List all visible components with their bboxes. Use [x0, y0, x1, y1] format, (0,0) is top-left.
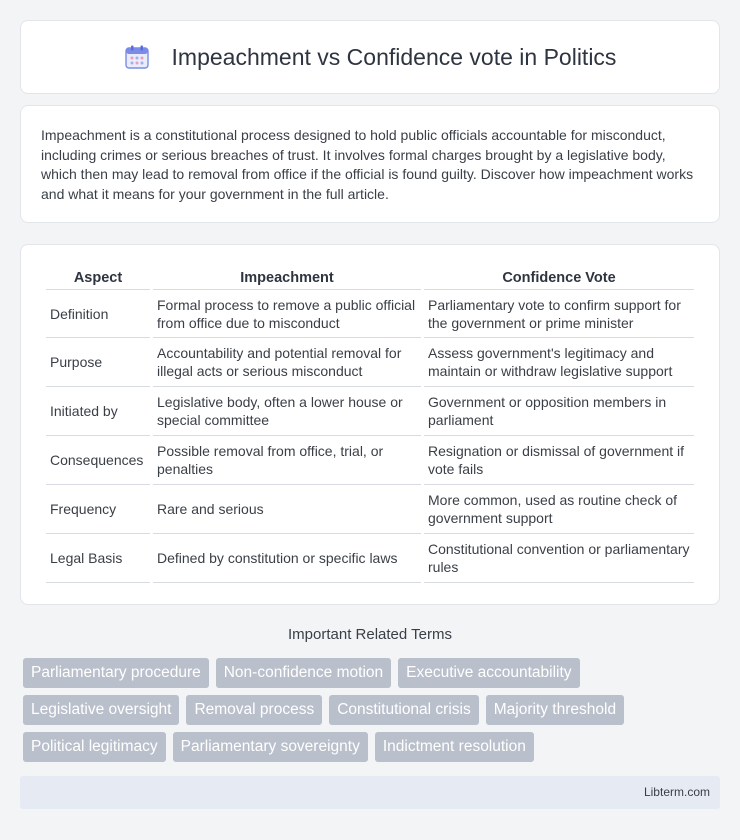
column-header-confidence-vote: Confidence Vote	[502, 269, 616, 286]
row-confidence-vote: Constitutional convention or parliamentary rules	[424, 534, 694, 583]
row-aspect: Definition	[46, 289, 150, 338]
row-impeachment: Accountability and potential removal for illegal acts or serious misconduct	[153, 338, 421, 387]
footer	[20, 776, 720, 809]
row-impeachment: Possible removal from office, trial, or penalties	[153, 436, 421, 485]
row-confidence-vote: Resignation or dismissal of government if vote fails	[424, 436, 694, 485]
header-card	[20, 20, 720, 94]
tag-parliamentary-procedure[interactable]: Parliamentary procedure	[23, 658, 209, 688]
row-aspect: Initiated by	[46, 387, 150, 436]
tag-indictment-resolution[interactable]: Indictment resolution	[375, 732, 534, 762]
calendar-icon	[124, 44, 150, 70]
row-impeachment: Formal process to remove a public official from office due to misconduct	[153, 289, 421, 338]
row-aspect: Legal Basis	[46, 534, 150, 583]
tag-non-confidence-motion[interactable]: Non-confidence motion	[216, 658, 391, 688]
tag-executive-accountability[interactable]: Executive accountability	[398, 658, 579, 688]
tag-majority-threshold[interactable]: Majority threshold	[486, 695, 624, 725]
table-row	[46, 338, 694, 387]
comparison-card	[20, 244, 720, 605]
page-title: Impeachment vs Confidence vote in Politics	[171, 43, 617, 70]
related-terms-tags	[23, 658, 723, 769]
tag-row	[23, 695, 723, 725]
row-confidence-vote: More common, used as routine check of government support	[424, 485, 694, 534]
table-row	[46, 289, 694, 338]
row-confidence-vote: Assess government's legitimacy and maintain or withdraw legislative support	[424, 338, 694, 387]
tag-constitutional-crisis[interactable]: Constitutional crisis	[329, 695, 479, 725]
row-aspect: Purpose	[46, 338, 150, 387]
table-header-row	[46, 265, 694, 289]
row-impeachment: Rare and serious	[153, 485, 421, 534]
column-header-impeachment: Impeachment	[240, 269, 334, 286]
intro-card	[20, 105, 720, 223]
table-row	[46, 485, 694, 534]
tag-removal-process[interactable]: Removal process	[186, 695, 322, 725]
row-confidence-vote: Parliamentary vote to confirm support for the government or prime minister	[424, 289, 694, 338]
row-aspect: Consequences	[46, 436, 150, 485]
row-impeachment: Legislative body, often a lower house or special committee	[153, 387, 421, 436]
row-confidence-vote: Government or opposition members in parliament	[424, 387, 694, 436]
footer-site-link[interactable]: Libterm.com	[643, 785, 710, 799]
tag-row	[23, 658, 723, 688]
intro-text: Impeachment is a constitutional process designed to hold public officials accountable for misconduct, including crimes or serious breaches of trust. It involves formal charges brought by a legislative body, which then may lead to removal from office if the official is found guilty. Discover how impeachment works and what it means for your government in the full article.	[41, 127, 694, 202]
related-terms-title: Important Related Terms	[288, 626, 452, 643]
tag-parliamentary-sovereignty[interactable]: Parliamentary sovereignty	[173, 732, 368, 762]
tag-legislative-oversight[interactable]: Legislative oversight	[23, 695, 179, 725]
table-row	[46, 436, 694, 485]
column-header-aspect: Aspect	[73, 269, 123, 286]
tag-political-legitimacy[interactable]: Political legitimacy	[23, 732, 166, 762]
tag-row	[23, 732, 723, 762]
row-aspect: Frequency	[46, 485, 150, 534]
comparison-table	[43, 265, 697, 583]
table-row	[46, 387, 694, 436]
table-row	[46, 534, 694, 583]
row-impeachment: Defined by constitution or specific laws	[153, 534, 421, 583]
